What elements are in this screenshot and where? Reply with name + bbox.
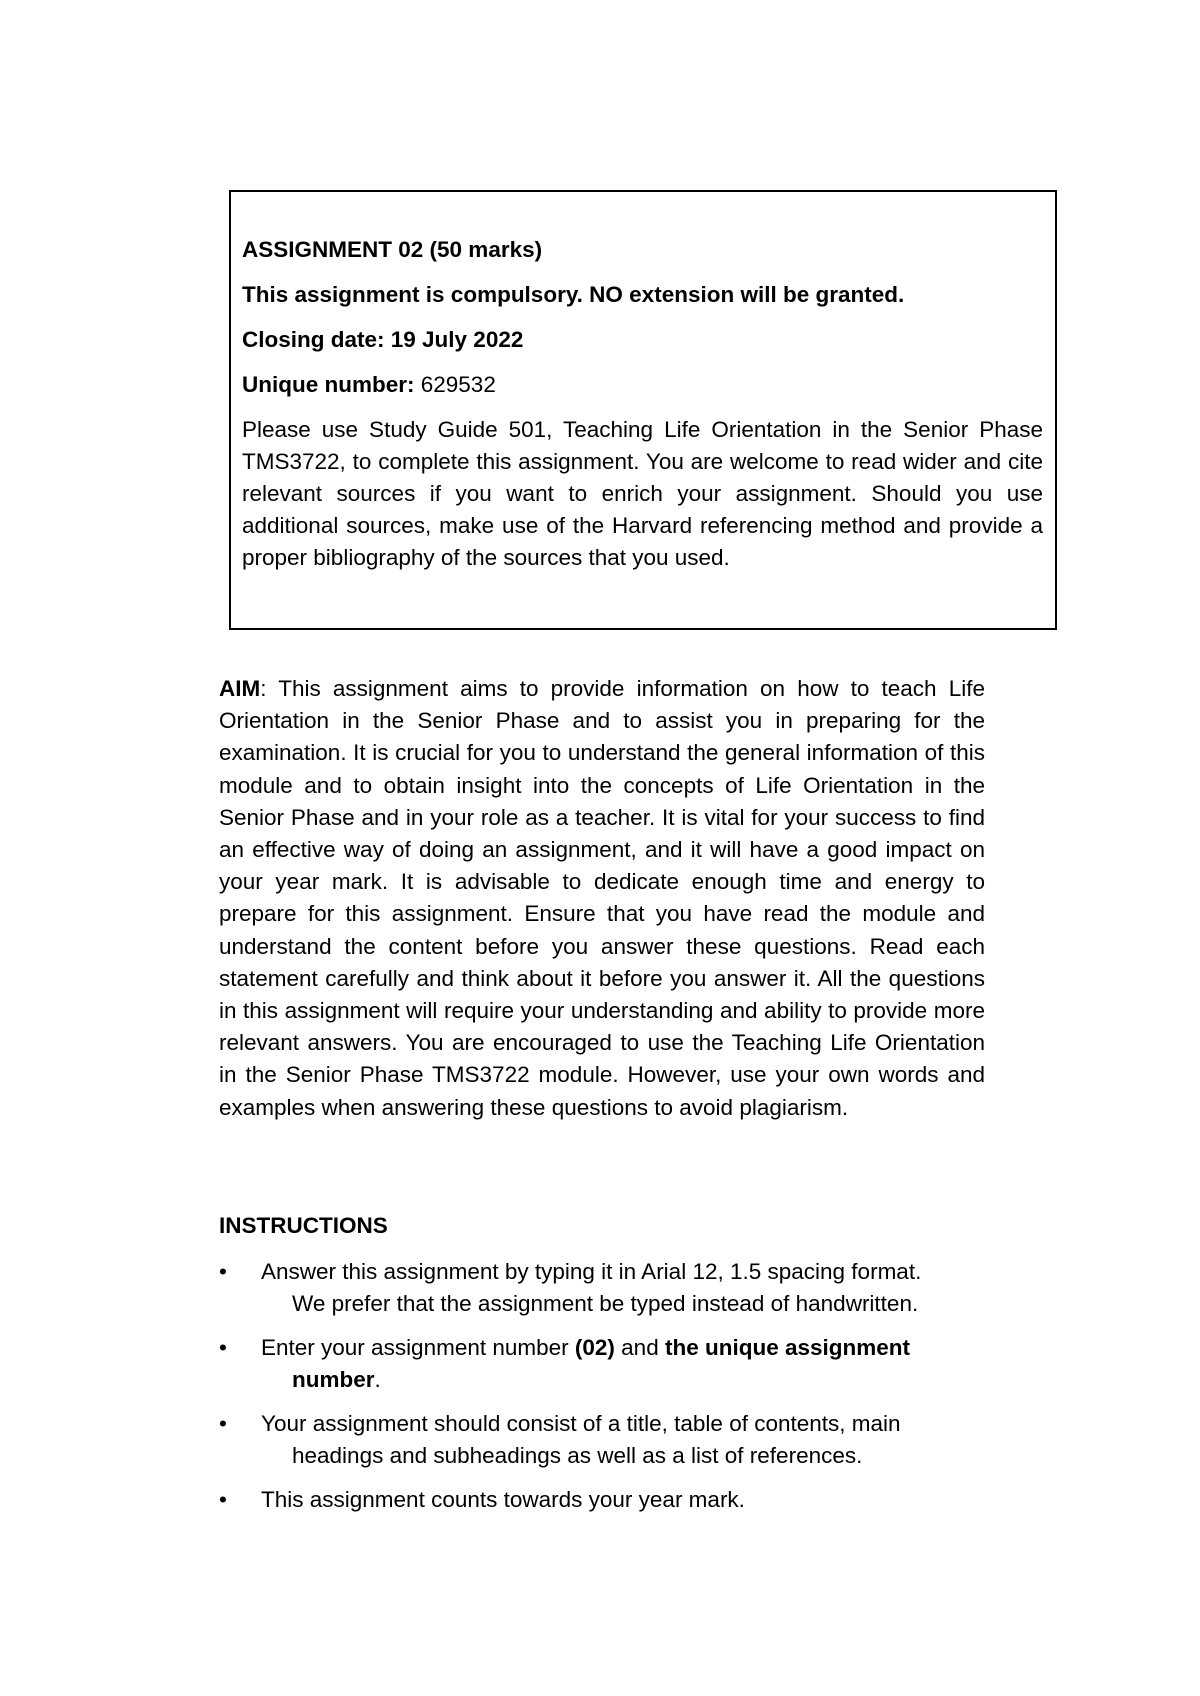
closing-date: Closing date: 19 July 2022: [242, 327, 524, 352]
item2-line2: [261, 1364, 989, 1396]
item3-line2: headings and subheadings as well as a list of references.: [292, 1443, 863, 1468]
compulsory-notice: This assignment is compulsory. NO extension will be granted.: [242, 282, 905, 307]
item2-period: .: [374, 1367, 381, 1392]
bullet-icon: •: [219, 1487, 227, 1512]
bullet-icon: •: [219, 1335, 227, 1360]
unique-number-label: Unique number:: [242, 372, 415, 397]
bullet-icon: •: [219, 1411, 227, 1436]
aim-text: : This assignment aims to provide information on how to teach Life Orientation in the Senior Phase and to assist you in preparing for the examination. It is crucial for you to understand the general information of this module and to obtain insight into the concepts of Life Orientation in the Senior Phase and in your role as a teacher. It is vital for your success to find an effective way of doing an assignment, and it will have a good impact on your year mark. It is advisable to dedicate enough time and energy to prepare for this assignment. Ensure that you have read the module and understand the content before you answer these questions. Read each statement carefully and think about it before you answer it. All the questions in this assignment will require your understanding and ability to provide more relevant answers. You are encouraged to use the Teaching Life Orientation in the Senior Phase TMS3722 module. However, use your own words and examples when answering these questions to avoid plagiarism.: [219, 676, 985, 1120]
instructions-heading: INSTRUCTIONS: [219, 1213, 388, 1238]
item1-line1: Answer this assignment by typing it in Arial 12, 1.5 spacing format.: [261, 1259, 922, 1284]
item2-text-c: and: [614, 1335, 665, 1360]
item4-text: This assignment counts towards your year mark.: [261, 1487, 745, 1512]
item2-number-word: number: [292, 1367, 375, 1392]
assignment-title: ASSIGNMENT 02 (50 marks): [242, 237, 543, 262]
aim-paragraph: [219, 673, 985, 1124]
unique-number: [242, 369, 1043, 401]
item2-unique-assignment: the unique assignment: [664, 1335, 910, 1360]
intro-paragraph: Please use Study Guide 501, Teaching Life Orientation in the Senior Phase TMS3722, to complete this assignment. You are welcome to read wider and cite relevant sources if you want to enrich your assignment. Should you use additional sources, make use of the Harvard referencing method and provide a proper bibliography of the sources that you used.: [242, 417, 1043, 570]
unique-number-value: 629532: [414, 372, 496, 397]
instructions-list: [219, 1256, 989, 1528]
item1-line2: We prefer that the assignment be typed instead of handwritten.: [292, 1291, 919, 1316]
aim-label: AIM: [219, 676, 261, 701]
item2-text-a: Enter your assignment number: [261, 1335, 575, 1360]
list-item: [219, 1332, 989, 1396]
assignment-info-box: [229, 190, 1057, 630]
list-item: [219, 1484, 989, 1516]
bullet-icon: •: [219, 1259, 227, 1284]
item3-line1: Your assignment should consist of a title, table of contents, main: [261, 1411, 901, 1436]
list-item: [219, 1256, 989, 1320]
item2-assignment-number: (02): [574, 1335, 615, 1360]
list-item: [219, 1408, 989, 1472]
